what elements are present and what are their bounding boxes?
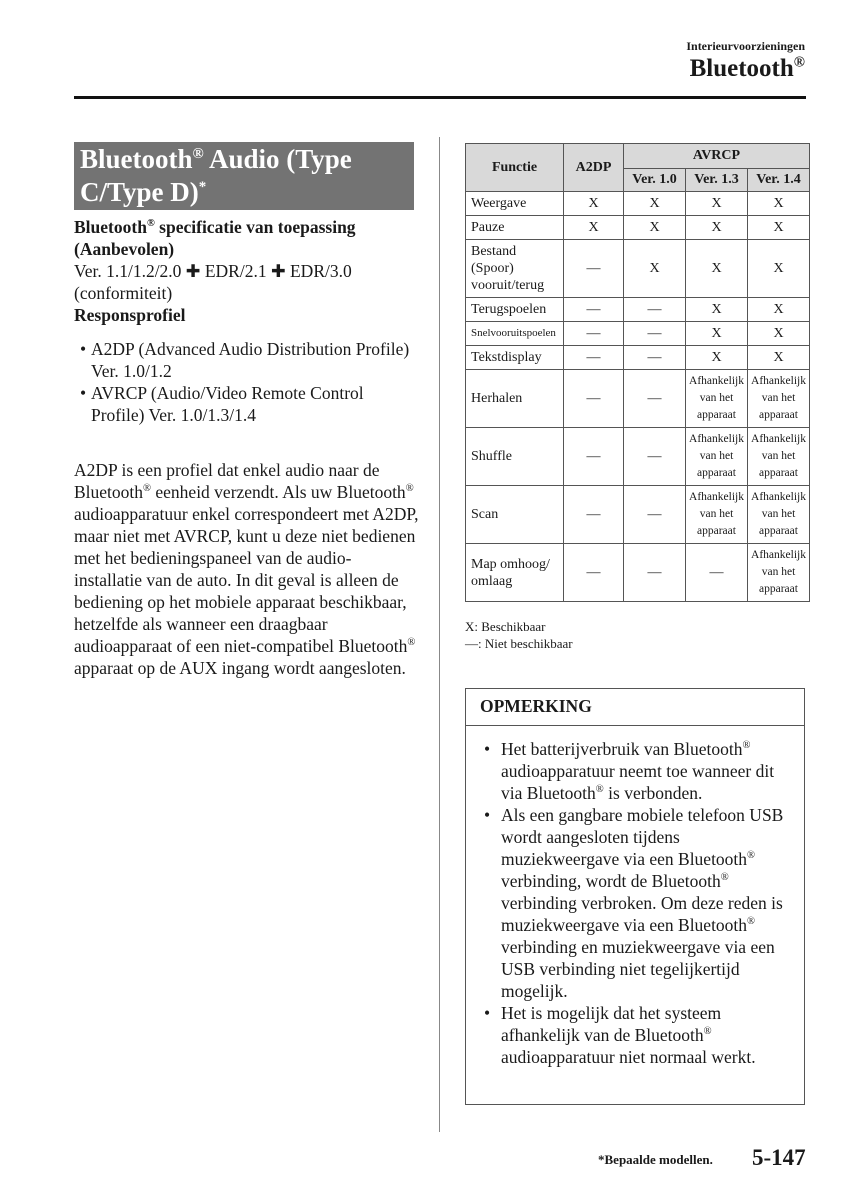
table-row (466, 192, 810, 216)
footer-model-note: *Bepaalde modellen. (598, 1152, 713, 1167)
profile-item-text: AVRCP (Audio/Video Remote Control Profile) Ver. 1.0/1.3/1.4 (91, 383, 364, 425)
cell-v14: X (748, 298, 810, 322)
section-title-part2: Audio (Type C/Type D) (80, 144, 352, 207)
para-text: A2DP is een profiel dat enkel audio naar de Bluetooth (74, 460, 380, 502)
note-text: audioapparatuur niet normaal werkt. (501, 1047, 756, 1067)
cell-v10: — (624, 486, 686, 544)
table-row (466, 216, 810, 240)
spec-heading-a: Bluetooth (74, 217, 147, 237)
col-header-ver10: Ver. 1.0 (624, 169, 686, 192)
note-text: Het is mogelijk dat het systeem afhankelijk van de Bluetooth (501, 1003, 722, 1045)
running-header-section: Interieurvoorzieningen (686, 39, 805, 53)
para-text: audioapparatuur enkel correspondeert met A2DP, maar niet met AVRCP, kunt u deze niet bedienen met het bedieningspaneel van de audio-installatie van de auto. In dit geval is alleen de bediening op het mobiele apparaat beschikbaar, hetzelfde als wanneer een draagbaar audioapparaat of een niet-compatibel Bluetooth (74, 504, 419, 656)
note-text: Als een gangbare mobiele telefoon USB wordt aangesloten tijdens muziekweergave via een Bluetooth (501, 805, 784, 869)
table-row (466, 298, 810, 322)
note-text: verbinding verbroken. Om deze reden is muziekweergave via een Bluetooth (501, 893, 783, 935)
cell-function: Weergave (466, 192, 564, 216)
cell-v10: — (624, 544, 686, 602)
registered-mark: ® (703, 1026, 712, 1038)
table-row (466, 322, 810, 346)
cell-function: Shuffle (466, 428, 564, 486)
table-row (466, 240, 810, 298)
registered-mark: ® (595, 784, 604, 796)
registered-mark: ® (742, 740, 751, 752)
cell-a2dp: — (564, 486, 624, 544)
cell-v14: Afhankelijk van het apparaat (748, 486, 810, 544)
table-row (466, 370, 810, 428)
list-item (74, 338, 419, 382)
profile-item-text: A2DP (Advanced Audio Distribution Profile) Ver. 1.0/1.2 (91, 339, 410, 381)
cell-v10: X (624, 192, 686, 216)
cell-v13: X (686, 298, 748, 322)
cell-v13: X (686, 216, 748, 240)
running-header-title (690, 55, 805, 83)
note-text: verbinding, wordt de Bluetooth (501, 871, 721, 891)
para-text: eenheid verzendt. Als uw Bluetooth (151, 482, 406, 502)
registered-mark: ® (405, 483, 414, 495)
table-row (466, 346, 810, 370)
cell-function: Scan (466, 486, 564, 544)
registered-mark: ® (146, 218, 155, 230)
col-header-avrcp: AVRCP (624, 144, 810, 169)
cell-v13: X (686, 192, 748, 216)
cell-v14: X (748, 240, 810, 298)
list-item (74, 382, 419, 426)
registered-mark: ® (793, 54, 805, 71)
note-list (466, 726, 804, 1068)
col-header-ver13: Ver. 1.3 (686, 169, 748, 192)
registered-mark: ® (720, 872, 729, 884)
table-row (466, 428, 810, 486)
list-item (484, 1002, 794, 1068)
registered-mark: ® (407, 637, 416, 649)
cell-v14: X (748, 216, 810, 240)
note-text: audioapparatuur neemt toe wanneer dit via Bluetooth (501, 761, 775, 803)
cell-a2dp: — (564, 544, 624, 602)
page-number: 5-147 (752, 1145, 806, 1170)
section-title-part1: Bluetooth (80, 144, 193, 174)
list-item (484, 804, 794, 1002)
cell-a2dp: X (564, 216, 624, 240)
col-header-a2dp: A2DP (564, 144, 624, 192)
table-row (466, 486, 810, 544)
model-star-mark: * (198, 179, 207, 195)
cell-v13: X (686, 346, 748, 370)
cell-v13: Afhankelijk van het apparaat (686, 428, 748, 486)
bullet-icon: • (80, 383, 87, 403)
cell-a2dp: — (564, 298, 624, 322)
function-table-wrap (465, 143, 810, 602)
cell-a2dp: — (564, 240, 624, 298)
table-row (466, 544, 810, 602)
cell-a2dp: — (564, 322, 624, 346)
para-text: apparaat op de AUX ingang wordt aangesloten. (74, 658, 406, 678)
body-paragraph (74, 459, 419, 679)
cell-function: Pauze (466, 216, 564, 240)
registered-mark: ® (747, 850, 756, 862)
cell-function: Snelvooruitspoelen (466, 322, 564, 346)
section-title (74, 142, 414, 210)
note-text: is verbonden. (603, 783, 703, 803)
spec-heading-b: specificatie van toepassing (Aanbevolen) (74, 217, 356, 259)
bullet-icon: • (484, 805, 491, 825)
cell-v10: — (624, 370, 686, 428)
cell-v14: X (748, 322, 810, 346)
cell-v13: Afhankelijk van het apparaat (686, 370, 748, 428)
cell-function: Tekstdisplay (466, 346, 564, 370)
cell-a2dp: — (564, 346, 624, 370)
col-header-functie: Functie (466, 144, 564, 192)
spec-heading (74, 216, 414, 260)
legend-not-available: —: Niet beschikbaar (465, 636, 573, 651)
spec-value: Ver. 1.1/1.2/2.0 ✚ EDR/2.1 ✚ EDR/3.0 (conformiteit) (74, 261, 352, 303)
note-text: verbinding en muziekweergave via een USB verbinding niet tegelijkertijd mogelijk. (501, 937, 775, 1001)
cell-v13: — (686, 544, 748, 602)
note-title: OPMERKING (466, 689, 804, 726)
cell-v10: — (624, 428, 686, 486)
header-title-text: Bluetooth (689, 55, 794, 82)
column-divider (439, 137, 440, 1132)
list-item (484, 738, 794, 804)
profile-list (74, 338, 419, 426)
cell-v14: X (748, 346, 810, 370)
bullet-icon: • (80, 339, 87, 359)
cell-v14: X (748, 192, 810, 216)
cell-v10: — (624, 298, 686, 322)
bullet-icon: • (484, 1003, 491, 1023)
cell-function: Herhalen (466, 370, 564, 428)
profile-heading: Responsprofiel (74, 305, 186, 325)
cell-v10: X (624, 216, 686, 240)
cell-v14: Afhankelijk van het apparaat (748, 370, 810, 428)
cell-a2dp: — (564, 428, 624, 486)
cell-v10: — (624, 322, 686, 346)
cell-function: Map omhoog/ omlaag (466, 544, 564, 602)
cell-function: Terugspoelen (466, 298, 564, 322)
legend-available: X: Beschikbaar (465, 619, 546, 634)
cell-a2dp: — (564, 370, 624, 428)
function-table (465, 143, 810, 602)
cell-v13: Afhankelijk van het apparaat (686, 486, 748, 544)
cell-v13: X (686, 240, 748, 298)
note-text: Het batterijverbruik van Bluetooth (501, 739, 743, 759)
cell-v14: Afhankelijk van het apparaat (748, 544, 810, 602)
header-rule (74, 96, 806, 99)
note-box (465, 688, 805, 1105)
bullet-icon: • (484, 739, 491, 759)
cell-v13: X (686, 322, 748, 346)
cell-v10: X (624, 240, 686, 298)
registered-mark: ® (192, 146, 204, 162)
registered-mark: ® (143, 483, 152, 495)
cell-function: Bestand (Spoor) vooruit/terug (466, 240, 564, 298)
cell-a2dp: X (564, 192, 624, 216)
registered-mark: ® (747, 916, 756, 928)
cell-v14: Afhankelijk van het apparaat (748, 428, 810, 486)
col-header-ver14: Ver. 1.4 (748, 169, 810, 192)
cell-v10: — (624, 346, 686, 370)
